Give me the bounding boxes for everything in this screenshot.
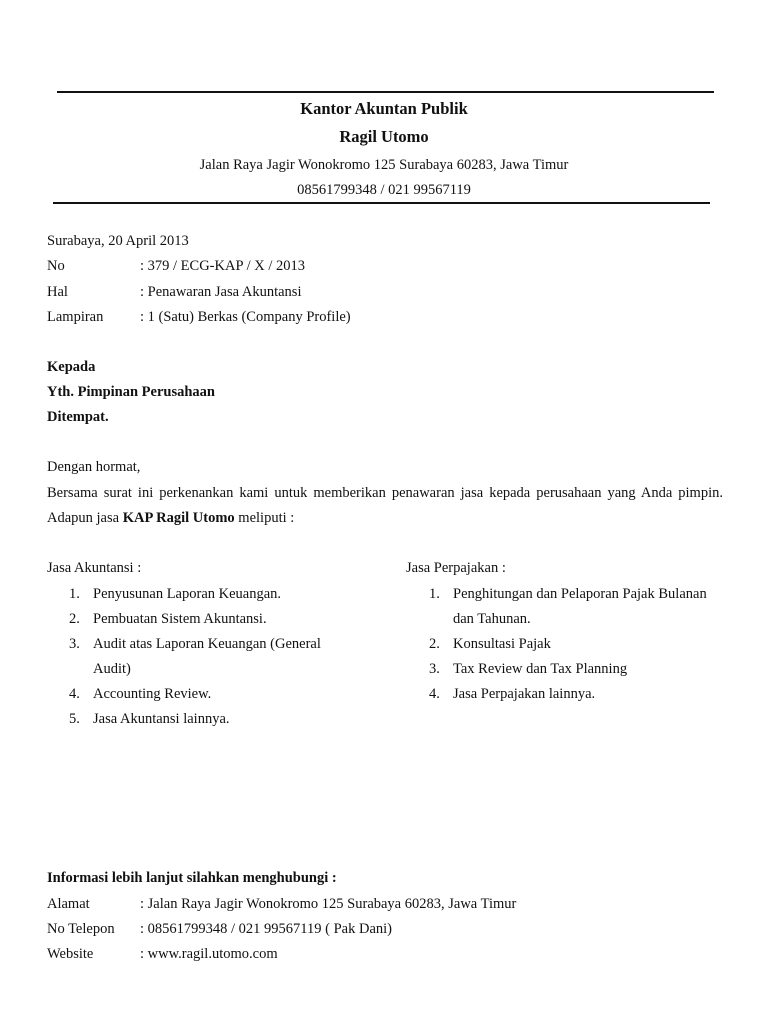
- list-item: [407, 582, 707, 632]
- contact-value: : Jalan Raya Jagir Wonokromo 125 Surabaya 60283, Jawa Timur: [140, 896, 517, 912]
- contact-label: Website: [47, 946, 94, 962]
- list-number: 5.: [69, 711, 80, 727]
- recipient-name: Yth. Pimpinan Perusahaan: [47, 384, 215, 400]
- list-number: 1.: [429, 586, 440, 602]
- meta-row-hal: [47, 284, 301, 301]
- meta-row-no: [47, 258, 305, 275]
- list-text: Penyusunan Laporan Keuangan.: [93, 586, 282, 602]
- list-text: Tax Review dan Tax Planning: [453, 661, 628, 677]
- firm-address: Jalan Raya Jagir Wonokromo 125 Surabaya 60283, Jawa Timur: [199, 157, 569, 173]
- contact-row-address: [47, 896, 516, 913]
- tax-heading: Jasa Perpajakan :: [406, 560, 506, 576]
- list-text: Pembuatan Sistem Akuntansi.: [93, 611, 267, 627]
- meta-label: No: [47, 258, 65, 274]
- list-item: [47, 682, 347, 707]
- firm-name: Ragil Utomo: [339, 127, 429, 146]
- list-text: Accounting Review.: [93, 686, 212, 702]
- contact-label: Alamat: [47, 896, 90, 912]
- contact-heading: Informasi lebih lanjut silahkan menghubungi :: [47, 870, 337, 886]
- list-text: Jasa Akuntansi lainnya.: [93, 711, 230, 727]
- list-item: [47, 707, 347, 732]
- list-text: Jasa Perpajakan lainnya.: [453, 686, 596, 702]
- list-number: 1.: [69, 586, 80, 602]
- contact-value: : 08561799348 / 021 99567119 ( Pak Dani): [140, 921, 392, 937]
- recipient-place: Ditempat.: [47, 409, 109, 425]
- letter-date: Surabaya, 20 April 2013: [47, 233, 189, 249]
- intro-paragraph: [47, 481, 723, 531]
- contact-value: : www.ragil.utomo.com: [140, 946, 278, 962]
- list-item: [47, 582, 347, 607]
- letterhead-top-rule: [57, 91, 714, 93]
- list-item: [47, 632, 347, 682]
- intro-text-end: meliputi :: [234, 510, 295, 526]
- list-number: 2.: [429, 636, 440, 652]
- list-number: 3.: [69, 636, 80, 652]
- contact-row-phone: [47, 921, 392, 938]
- firm-phone: 08561799348 / 021 99567119: [297, 182, 471, 198]
- list-number: 4.: [429, 686, 440, 702]
- list-text: Audit atas Laporan Keuangan (General Audit): [93, 636, 321, 677]
- list-number: 4.: [69, 686, 80, 702]
- accounting-list: [47, 582, 347, 732]
- list-text: Konsultasi Pajak: [453, 636, 551, 652]
- accounting-heading: Jasa Akuntansi :: [47, 560, 142, 576]
- list-text: Penghitungan dan Pelaporan Pajak Bulanan dan Tahunan.: [453, 586, 707, 627]
- meta-value: : 379 / ECG-KAP / X / 2013: [140, 258, 306, 274]
- list-item: [47, 607, 347, 632]
- firm-title: Kantor Akuntan Publik: [300, 99, 468, 118]
- intro-text: Bersama surat ini perkenankan kami untuk memberikan penawaran jasa kepada perusahaan yang Anda pimpin. Adapun jasa: [47, 485, 723, 526]
- recipient-kepada: Kepada: [47, 359, 96, 375]
- list-item: [407, 657, 707, 682]
- list-item: [407, 632, 707, 657]
- contact-row-website: [47, 946, 278, 963]
- list-item: [407, 682, 707, 707]
- list-number: 2.: [69, 611, 80, 627]
- letterhead-bottom-rule: [53, 202, 710, 204]
- list-number: 3.: [429, 661, 440, 677]
- meta-label: Hal: [47, 284, 68, 300]
- meta-row-lampiran: [47, 309, 351, 326]
- tax-list: [407, 582, 707, 707]
- greeting: Dengan hormat,: [47, 459, 141, 475]
- meta-value: : 1 (Satu) Berkas (Company Profile): [140, 309, 351, 325]
- meta-value: : Penawaran Jasa Akuntansi: [140, 284, 302, 300]
- meta-label: Lampiran: [47, 309, 104, 325]
- intro-firm-name: KAP Ragil Utomo: [122, 510, 235, 526]
- contact-label: No Telepon: [47, 921, 115, 937]
